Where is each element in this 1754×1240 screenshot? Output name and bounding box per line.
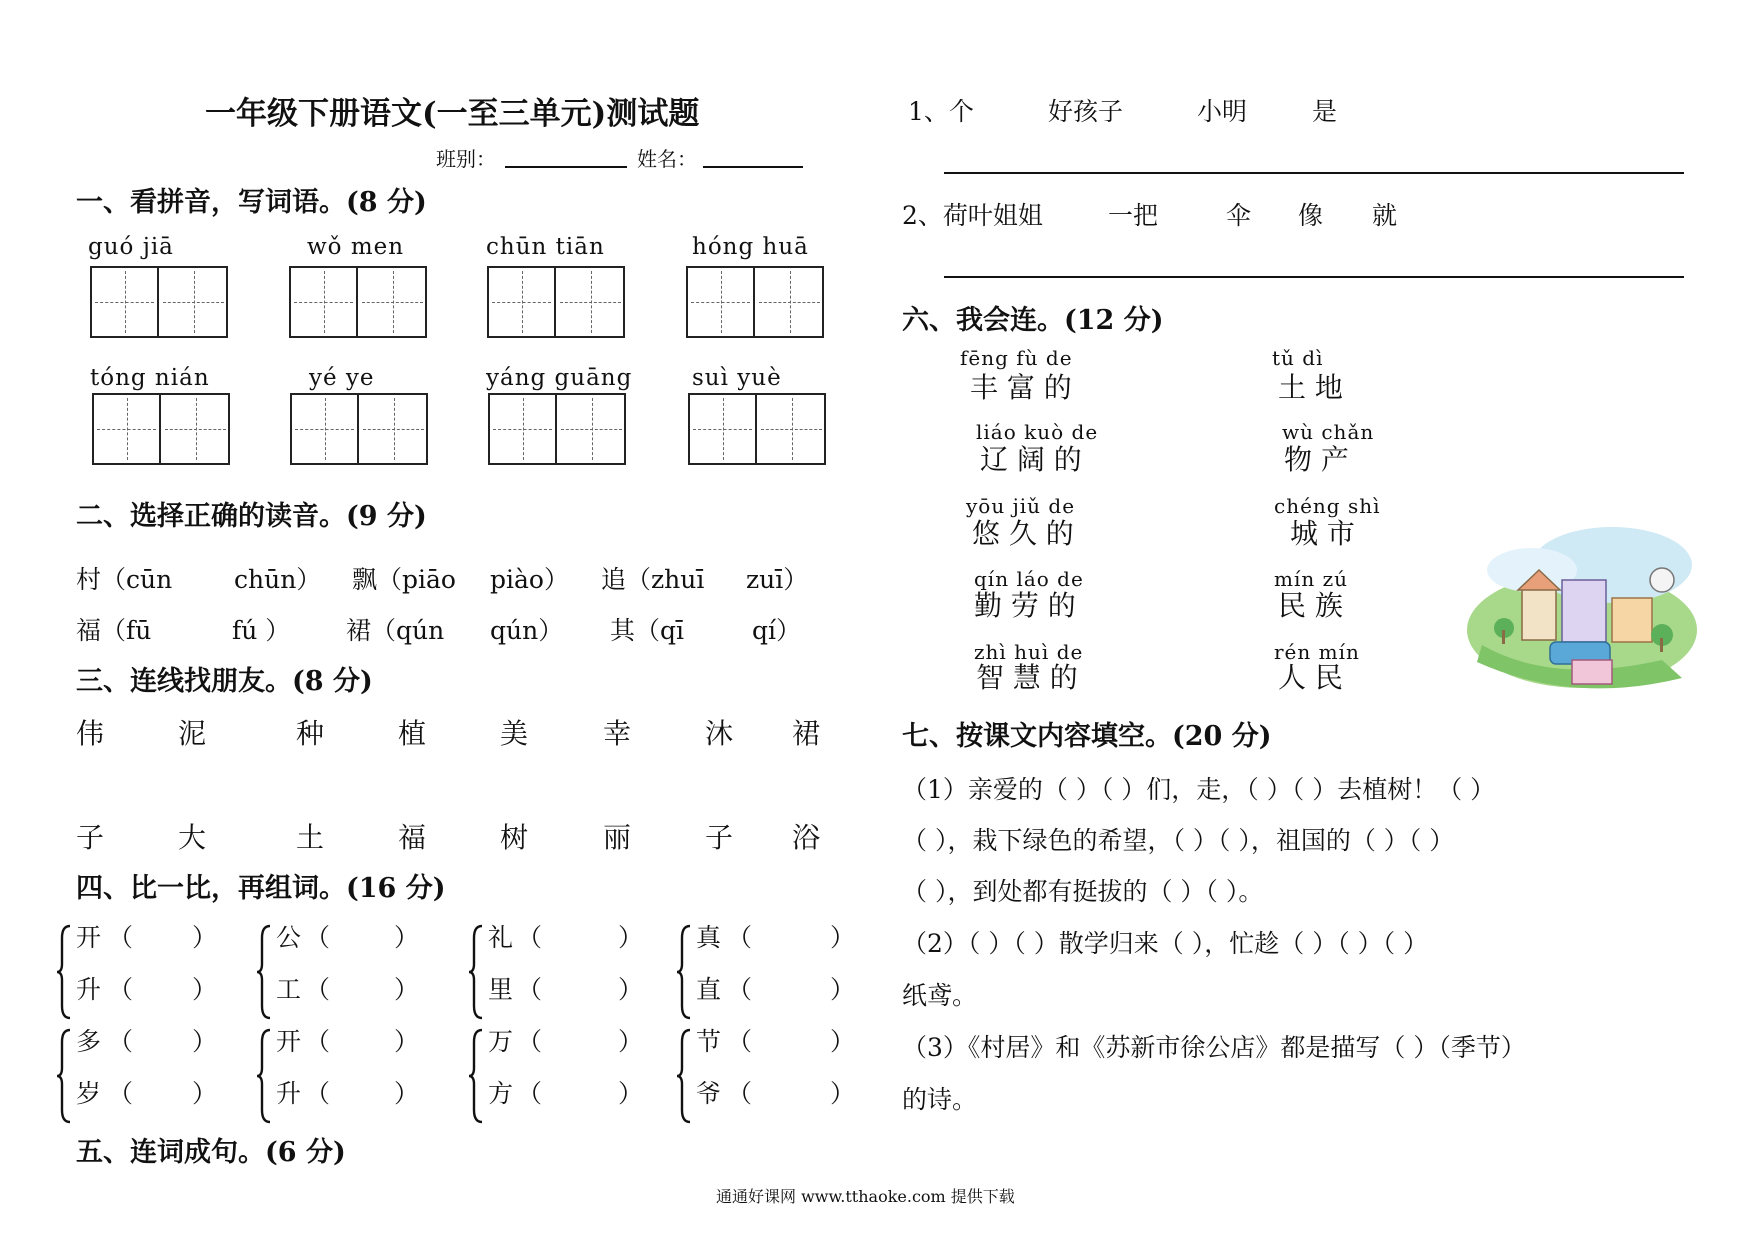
pinyin-label: chéng shì bbox=[1274, 494, 1381, 518]
paren-open: （ bbox=[108, 1027, 134, 1056]
reading-option[interactable]: 村（cūn bbox=[76, 565, 173, 594]
paren-close[interactable]: ） bbox=[618, 1079, 644, 1108]
match-word-bottom[interactable]: 子 bbox=[705, 821, 734, 854]
pinyin-label: chūn tiān bbox=[486, 234, 605, 260]
section1-heading: 一、看拼音，写词语。(8 分) bbox=[76, 187, 427, 218]
compare-char: 开 bbox=[76, 923, 102, 952]
pinyin-label: wù chǎn bbox=[1282, 420, 1375, 444]
paren-close[interactable]: ） bbox=[618, 1027, 644, 1056]
compare-char: 爷 bbox=[696, 1079, 722, 1108]
paren-close[interactable]: ） bbox=[192, 1079, 218, 1108]
match-word-top[interactable]: 沐 bbox=[705, 717, 734, 750]
match-word-bottom[interactable]: 丽 bbox=[603, 821, 632, 854]
match-word-bottom[interactable]: 树 bbox=[500, 821, 529, 854]
paren-close[interactable]: ） bbox=[192, 1027, 218, 1056]
sentence-word: 2、荷叶姐姐 bbox=[902, 201, 1043, 230]
paren-close[interactable]: ） bbox=[192, 923, 218, 952]
brace-icon bbox=[256, 1028, 272, 1124]
reading-option[interactable]: 追（zhuī bbox=[601, 565, 705, 594]
class-field[interactable] bbox=[505, 166, 627, 168]
reading-option[interactable]: zuī） bbox=[746, 565, 809, 594]
sentence-word: 一把 bbox=[1108, 201, 1159, 230]
compare-char: 里 bbox=[488, 975, 514, 1004]
compare-char: 岁 bbox=[76, 1079, 102, 1108]
section4-heading: 四、比一比，再组词。(16 分) bbox=[76, 873, 446, 904]
pinyin-label: tǔ dì bbox=[1272, 346, 1324, 370]
match-word-bottom[interactable]: 大 bbox=[178, 821, 207, 854]
section5-heading: 五、连词成句。(6 分) bbox=[76, 1137, 346, 1168]
paren-close[interactable]: ） bbox=[830, 923, 856, 952]
name-label: 姓名： bbox=[637, 147, 697, 171]
sentence-word: 就 bbox=[1372, 201, 1398, 230]
page-title: 一年级下册语文(一至三单元)测试题 bbox=[205, 96, 700, 132]
match-phrase-left[interactable]: 丰 富 的 bbox=[970, 371, 1072, 404]
class-label: 班别： bbox=[436, 147, 496, 171]
paren-close[interactable]: ） bbox=[394, 1079, 420, 1108]
match-phrase-left[interactable]: 辽 阔 的 bbox=[980, 443, 1082, 476]
writing-grid[interactable] bbox=[487, 266, 625, 338]
section2-heading: 二、选择正确的读音。(9 分) bbox=[76, 501, 427, 532]
match-word-bottom[interactable]: 土 bbox=[296, 821, 325, 854]
match-word-top[interactable]: 泥 bbox=[178, 717, 207, 750]
match-word-bottom[interactable]: 浴 bbox=[792, 821, 821, 854]
writing-grid[interactable] bbox=[92, 393, 230, 465]
pinyin-label: guó jiā bbox=[88, 234, 174, 260]
reading-option[interactable]: 飘（piāo bbox=[352, 565, 456, 594]
writing-grid[interactable] bbox=[90, 266, 228, 338]
compare-char: 多 bbox=[76, 1027, 102, 1056]
paren-open: （ bbox=[727, 923, 753, 952]
footer-credit: 通通好课网 www.tthaoke.com 提供下载 bbox=[716, 1187, 1015, 1206]
compare-char: 升 bbox=[76, 975, 102, 1004]
pinyin-label: yáng guāng bbox=[486, 365, 633, 391]
compare-char: 万 bbox=[488, 1027, 514, 1056]
brace-icon bbox=[676, 1028, 692, 1124]
brace-icon bbox=[468, 924, 484, 1020]
match-word-top[interactable]: 植 bbox=[398, 717, 427, 750]
paren-open: （ bbox=[727, 1027, 753, 1056]
reading-option[interactable]: 其（qī bbox=[610, 616, 684, 645]
fill-line[interactable]: （3）《村居》和《苏新市徐公店》都是描写（ ）（季节） bbox=[902, 1033, 1526, 1062]
compare-char: 开 bbox=[276, 1027, 302, 1056]
pinyin-label: zhì huì de bbox=[974, 640, 1084, 664]
compare-char: 工 bbox=[276, 975, 302, 1004]
brace-icon bbox=[256, 924, 272, 1020]
pinyin-label: qín láo de bbox=[974, 567, 1084, 591]
pinyin-label: wǒ men bbox=[307, 234, 405, 260]
pinyin-label: yé ye bbox=[309, 365, 375, 391]
reading-option[interactable]: qún） bbox=[490, 616, 564, 645]
writing-grid[interactable] bbox=[488, 393, 626, 465]
paren-close[interactable]: ） bbox=[394, 975, 420, 1004]
compare-char: 礼 bbox=[488, 923, 514, 952]
sentence-word: 小明 bbox=[1197, 97, 1248, 126]
reading-option[interactable]: piào） bbox=[490, 565, 569, 594]
paren-close[interactable]: ） bbox=[192, 975, 218, 1004]
paren-open: （ bbox=[305, 923, 331, 952]
reading-option[interactable]: chūn） bbox=[234, 565, 322, 594]
match-word-top[interactable]: 裙 bbox=[792, 717, 821, 750]
paren-open: （ bbox=[517, 975, 543, 1004]
fill-line: 的诗。 bbox=[902, 1085, 978, 1114]
sentence-word: 伞 bbox=[1226, 201, 1252, 230]
match-phrase-right[interactable]: 人 民 bbox=[1278, 661, 1343, 694]
pinyin-label: mín zú bbox=[1274, 567, 1349, 591]
match-phrase-left[interactable]: 智 慧 的 bbox=[976, 661, 1078, 694]
compare-char: 公 bbox=[276, 923, 302, 952]
match-phrase-left[interactable]: 悠 久 的 bbox=[972, 517, 1074, 550]
paren-close[interactable]: ） bbox=[830, 1079, 856, 1108]
compare-char: 方 bbox=[488, 1079, 514, 1108]
match-phrase-right[interactable]: 民 族 bbox=[1278, 589, 1343, 622]
sentence-word: 1、个 bbox=[908, 97, 974, 126]
pinyin-label: liáo kuò de bbox=[976, 420, 1099, 444]
pinyin-label: fēng fù de bbox=[960, 346, 1073, 370]
brace-icon bbox=[56, 1028, 72, 1124]
city-illustration bbox=[1462, 510, 1702, 700]
reading-option[interactable]: fú ） bbox=[232, 616, 291, 645]
fill-line: 纸鸢。 bbox=[902, 981, 978, 1010]
match-phrase-right[interactable]: 土 地 bbox=[1278, 371, 1343, 404]
fill-line[interactable]: （ ），到处都有挺拔的（ ）（ ）。 bbox=[902, 877, 1264, 906]
pinyin-label: rén mín bbox=[1274, 640, 1360, 664]
paren-open: （ bbox=[108, 923, 134, 952]
paren-open: （ bbox=[517, 1027, 543, 1056]
paren-open: （ bbox=[727, 1079, 753, 1108]
paren-open: （ bbox=[727, 975, 753, 1004]
sentence-word: 像 bbox=[1298, 201, 1324, 230]
compare-char: 真 bbox=[696, 923, 722, 952]
match-phrase-left[interactable]: 勤 劳 的 bbox=[974, 589, 1076, 622]
section7-heading: 七、按课文内容填空。(20 分) bbox=[902, 721, 1272, 752]
brace-icon bbox=[56, 924, 72, 1020]
answer-line[interactable] bbox=[944, 172, 1684, 174]
compare-char: 升 bbox=[276, 1079, 302, 1108]
paren-open: （ bbox=[108, 975, 134, 1004]
paren-open: （ bbox=[305, 1079, 331, 1108]
pinyin-label: hóng huā bbox=[692, 234, 809, 260]
match-word-top[interactable]: 美 bbox=[500, 717, 529, 750]
paren-open: （ bbox=[108, 1079, 134, 1108]
fill-line[interactable]: （1）亲爱的（ ）（ ）们，走，（ ）（ ）去植树！（ ） bbox=[902, 775, 1496, 804]
pinyin-label: suì yuè bbox=[692, 365, 782, 391]
brace-icon bbox=[676, 924, 692, 1020]
match-word-bottom[interactable]: 子 bbox=[76, 821, 105, 854]
reading-option[interactable]: 福（fū bbox=[76, 616, 152, 645]
paren-close[interactable]: ） bbox=[830, 975, 856, 1004]
compare-char: 直 bbox=[696, 975, 722, 1004]
match-phrase-right[interactable]: 物 产 bbox=[1284, 443, 1349, 476]
paren-close[interactable]: ） bbox=[394, 1027, 420, 1056]
writing-grid[interactable] bbox=[289, 266, 427, 338]
match-phrase-right[interactable]: 城 市 bbox=[1290, 517, 1355, 550]
paren-close[interactable]: ） bbox=[394, 923, 420, 952]
writing-grid[interactable] bbox=[686, 266, 824, 338]
writing-grid[interactable] bbox=[688, 393, 826, 465]
match-word-top[interactable]: 种 bbox=[296, 717, 325, 750]
brace-icon bbox=[468, 1028, 484, 1124]
pinyin-label: yōu jiǔ de bbox=[966, 494, 1076, 518]
section3-heading: 三、连线找朋友。(8 分) bbox=[76, 666, 373, 697]
fill-line[interactable]: （ ），栽下绿色的希望，（ ）（ ），祖国的（ ）（ ） bbox=[902, 826, 1455, 855]
reading-option[interactable]: 裙（qún bbox=[346, 616, 445, 645]
paren-close[interactable]: ） bbox=[830, 1027, 856, 1056]
answer-line[interactable] bbox=[944, 276, 1684, 278]
paren-close[interactable]: ） bbox=[618, 923, 644, 952]
paren-close[interactable]: ） bbox=[618, 975, 644, 1004]
sentence-word: 好孩子 bbox=[1048, 97, 1124, 126]
name-field[interactable] bbox=[703, 166, 803, 168]
section6-heading: 六、我会连。(12 分) bbox=[902, 305, 1164, 336]
compare-char: 节 bbox=[696, 1027, 722, 1056]
paren-open: （ bbox=[517, 1079, 543, 1108]
match-word-top[interactable]: 伟 bbox=[76, 717, 105, 750]
reading-option[interactable]: qí） bbox=[752, 616, 801, 645]
paren-open: （ bbox=[305, 975, 331, 1004]
writing-grid[interactable] bbox=[290, 393, 428, 465]
sentence-word: 是 bbox=[1312, 97, 1338, 126]
match-word-top[interactable]: 幸 bbox=[603, 717, 632, 750]
match-word-bottom[interactable]: 福 bbox=[398, 821, 427, 854]
fill-line[interactable]: （2）（ ）（ ）散学归来（ ），忙趁（ ）（ ）（ ） bbox=[902, 929, 1429, 958]
paren-open: （ bbox=[305, 1027, 331, 1056]
paren-open: （ bbox=[517, 923, 543, 952]
pinyin-label: tóng nián bbox=[90, 365, 210, 391]
